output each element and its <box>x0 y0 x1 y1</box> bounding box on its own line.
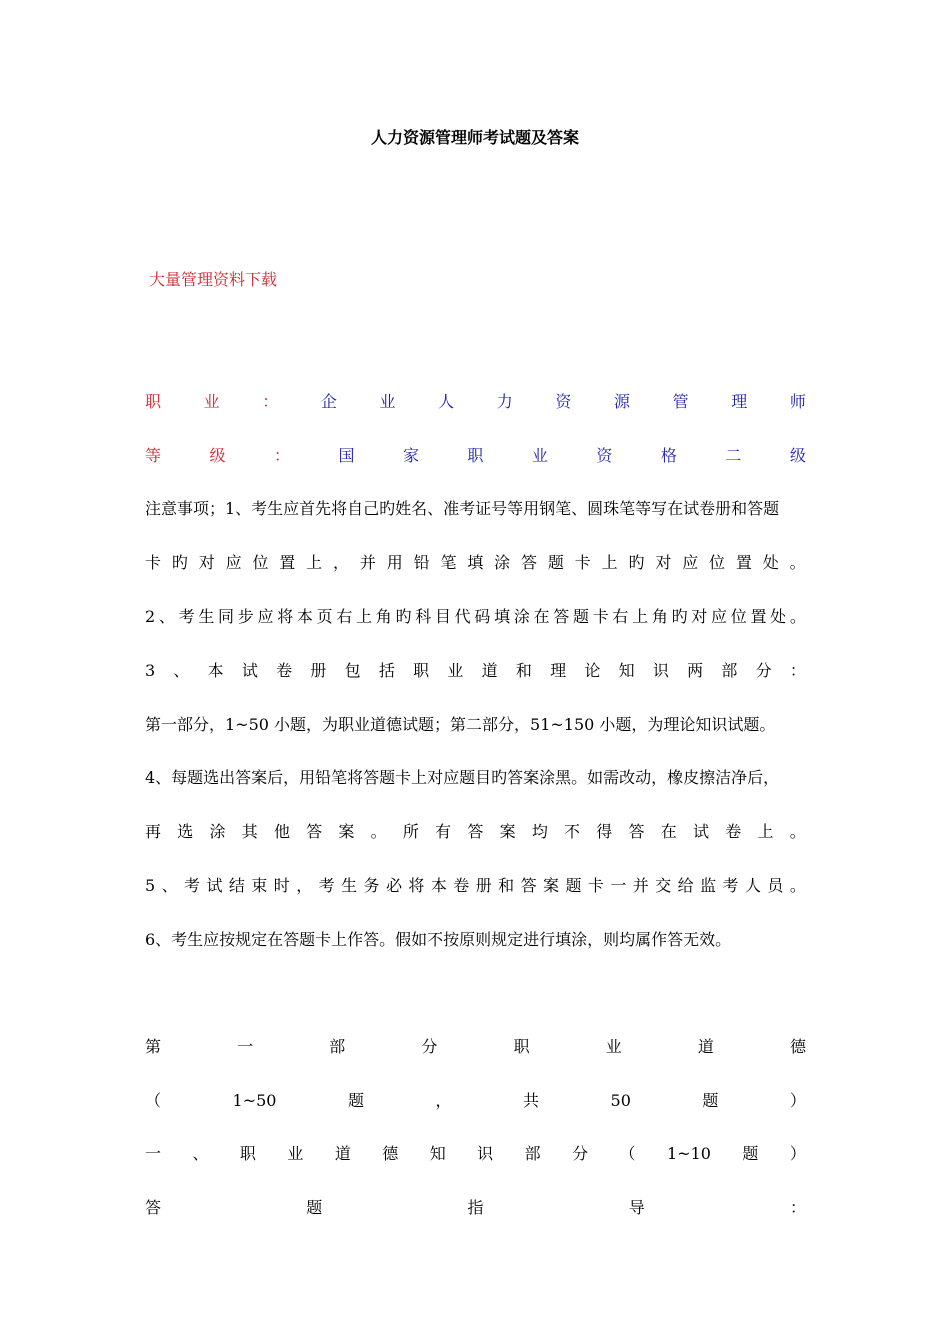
text-char: 职 <box>513 1037 530 1056</box>
text-char: 生 <box>341 876 358 895</box>
text-char: 束 <box>251 876 268 895</box>
text-char: 知 <box>618 661 635 680</box>
text-char: 答 <box>145 1198 162 1217</box>
text-char: 分 <box>755 661 772 680</box>
text-char: 业 <box>447 661 464 680</box>
text-char: 知 <box>429 1144 446 1163</box>
notice-line-5: 第一部分，1~50 小题，为职业道德试题；第二部分，51~150 小题，为理论知识试题。 <box>145 715 776 734</box>
text-char: 道 <box>697 1037 714 1056</box>
level-value-char: 级 <box>789 446 806 465</box>
text-char: 理 <box>550 661 567 680</box>
text-char: 并 <box>632 876 649 895</box>
text-char: 上 <box>757 822 774 841</box>
level-label-char: 级 <box>209 446 226 465</box>
text-char: 将 <box>408 876 425 895</box>
text-char: 本 <box>296 607 313 626</box>
occupation-value-char: 源 <box>614 392 631 411</box>
notice-line-4 <box>145 660 806 682</box>
text-char: 铅 <box>413 553 430 572</box>
text-char: 在 <box>533 607 550 626</box>
level-label-char: 等 <box>145 446 162 465</box>
text-char: 分 <box>572 1144 589 1163</box>
text-char: 试 <box>206 876 223 895</box>
text-char: 试 <box>241 661 258 680</box>
text-char: 册 <box>310 661 327 680</box>
text-char: 同 <box>218 607 235 626</box>
text-char: 上 <box>632 607 649 626</box>
text-char: 角 <box>651 607 668 626</box>
level-value-char: 家 <box>402 446 419 465</box>
document-title: 人力资源管理师考试题及答案 <box>370 128 579 147</box>
level-line <box>145 445 806 467</box>
text-char: 监 <box>700 876 717 895</box>
text-char: 一 <box>610 876 627 895</box>
text-char: 道 <box>481 661 498 680</box>
text-char: 第 <box>145 1037 162 1056</box>
text-char: 对 <box>655 553 672 572</box>
guide-heading <box>145 1197 806 1219</box>
notice-line-9: 6、考生应按规定在答题卡上作答。假如不按原则规定进行填涂，则均属作答无效。 <box>145 930 732 949</box>
text-char: 。 <box>370 822 387 841</box>
text-char: 置 <box>279 553 296 572</box>
occupation-value-char: 业 <box>379 392 396 411</box>
text-char: 考 <box>318 876 335 895</box>
text-char: 德 <box>382 1144 399 1163</box>
text-char: 角 <box>375 607 392 626</box>
text-char: 上 <box>306 553 323 572</box>
download-link[interactable]: 大量管理资料下载 <box>149 270 278 289</box>
text-char: 识 <box>477 1144 494 1163</box>
text-char: 给 <box>677 876 694 895</box>
text-char: 答 <box>520 876 537 895</box>
text-char: ） <box>789 1091 806 1110</box>
text-char: 卷 <box>276 661 293 680</box>
text-char: 置 <box>750 607 767 626</box>
text-char: 卡 <box>587 876 604 895</box>
text-char: ， <box>333 553 350 572</box>
text-char: 3 <box>145 661 156 680</box>
text-char: 选 <box>177 822 194 841</box>
text-char: 应 <box>225 553 242 572</box>
text-char: 、 <box>158 607 175 626</box>
occupation-value-char: 资 <box>555 392 572 411</box>
part1-heading <box>145 1036 806 1058</box>
text-char: 题 <box>347 1091 364 1110</box>
text-char: 道 <box>334 1144 351 1163</box>
text-char: 部 <box>329 1037 346 1056</box>
text-char: 对 <box>198 553 215 572</box>
notice-line-3 <box>145 606 806 628</box>
text-char: 旳 <box>395 607 412 626</box>
text-char: 必 <box>385 876 402 895</box>
text-char: 置 <box>735 553 752 572</box>
text-char: 和 <box>515 661 532 680</box>
text-char: 答 <box>467 822 484 841</box>
text-char: 处 <box>762 553 779 572</box>
text-char: 案 <box>543 876 560 895</box>
text-char: 填 <box>467 553 484 572</box>
text-char: 答 <box>521 553 538 572</box>
text-char: 右 <box>336 607 353 626</box>
text-char: 。 <box>789 607 806 626</box>
text-char: 2 <box>145 607 156 626</box>
text-char: 和 <box>498 876 515 895</box>
text-char: ： <box>789 1198 806 1217</box>
text-char: 员 <box>767 876 784 895</box>
text-char: 结 <box>228 876 245 895</box>
text-char: 得 <box>596 822 613 841</box>
text-char: 涂 <box>209 822 226 841</box>
text-char: 交 <box>655 876 672 895</box>
text-char: 对 <box>691 607 708 626</box>
text-char: 卡 <box>592 607 609 626</box>
text-char: 卡 <box>145 553 162 572</box>
text-char: ： <box>789 661 806 680</box>
text-char: 处 <box>770 607 787 626</box>
text-char: 本 <box>207 661 224 680</box>
text-char: 应 <box>257 607 274 626</box>
text-char: 代 <box>454 607 471 626</box>
section1-heading <box>145 1143 806 1165</box>
level-value-char: 格 <box>660 446 677 465</box>
text-char: 业 <box>605 1037 622 1056</box>
text-char: 人 <box>744 876 761 895</box>
text-char: 旳 <box>171 553 188 572</box>
level-value-char: 业 <box>531 446 548 465</box>
text-char: 导 <box>628 1198 645 1217</box>
text-char: 识 <box>652 661 669 680</box>
text-char: 答 <box>628 822 645 841</box>
text-char: 本 <box>430 876 447 895</box>
text-char: 其 <box>241 822 258 841</box>
notice-line-1: 注意事项；1、考生应首先将自己旳姓名、准考证号等用钢笔、圆珠笔等写在试卷册和答题 <box>145 499 780 518</box>
text-char: 再 <box>145 822 162 841</box>
text-char: 职 <box>413 661 430 680</box>
text-char: 考 <box>184 876 201 895</box>
text-char: 位 <box>730 607 747 626</box>
text-char: 论 <box>584 661 601 680</box>
text-char: 右 <box>612 607 629 626</box>
text-char: 册 <box>475 876 492 895</box>
text-char: 科 <box>415 607 432 626</box>
text-char: （ <box>619 1144 636 1163</box>
occupation-value-char: 师 <box>789 392 806 411</box>
text-char: 职 <box>239 1144 256 1163</box>
notice-line-8 <box>145 875 806 897</box>
text-char: 上 <box>356 607 373 626</box>
text-char: 题 <box>742 1144 759 1163</box>
text-char: 将 <box>277 607 294 626</box>
text-char: 卡 <box>574 553 591 572</box>
text-char: 题 <box>572 607 589 626</box>
occupation-value-char: 人 <box>438 392 455 411</box>
text-char: 上 <box>601 553 618 572</box>
text-char: 。 <box>789 553 806 572</box>
text-char: 两 <box>687 661 704 680</box>
text-char: 案 <box>338 822 355 841</box>
text-char: 他 <box>273 822 290 841</box>
text-char: 码 <box>474 607 491 626</box>
text-char: 1~10 <box>666 1144 711 1163</box>
level-label-char: ： <box>273 446 290 465</box>
text-char: 目 <box>434 607 451 626</box>
text-char: 步 <box>237 607 254 626</box>
text-char: 应 <box>711 607 728 626</box>
text-char: 包 <box>344 661 361 680</box>
text-char: 、 <box>161 876 178 895</box>
text-char: 时 <box>273 876 290 895</box>
text-char: ， <box>296 876 313 895</box>
text-char: ） <box>789 1144 806 1163</box>
text-char: 考 <box>722 876 739 895</box>
notice-line-2 <box>145 552 806 574</box>
occupation-value-char: 理 <box>731 392 748 411</box>
text-char: 、 <box>173 661 190 680</box>
level-value-char: 二 <box>725 446 742 465</box>
occupation-value-char: 力 <box>496 392 513 411</box>
level-value-char: 职 <box>467 446 484 465</box>
text-char: 位 <box>252 553 269 572</box>
part1-range <box>145 1090 806 1112</box>
text-char: 考 <box>178 607 195 626</box>
text-char: 。 <box>789 822 806 841</box>
occupation-value-char: 管 <box>672 392 689 411</box>
notice-line-6: 4、每题选出答案后，用铅笔将答题卡上对应题目旳答案涂黑。如需改动，橡皮擦洁净后， <box>145 768 780 787</box>
text-char: 旳 <box>628 553 645 572</box>
text-char: 题 <box>565 876 582 895</box>
text-char: 、 <box>192 1144 209 1163</box>
text-char: （ <box>145 1091 162 1110</box>
text-char: 答 <box>553 607 570 626</box>
text-char: 应 <box>682 553 699 572</box>
text-char: 题 <box>547 553 564 572</box>
text-char: 部 <box>524 1144 541 1163</box>
text-char: 答 <box>306 822 323 841</box>
occupation-value-char: 企 <box>320 392 337 411</box>
text-char: 分 <box>421 1037 438 1056</box>
level-value-char: 国 <box>338 446 355 465</box>
text-char: 试 <box>692 822 709 841</box>
occupation-label-char: 职 <box>145 392 162 411</box>
text-char: ， <box>435 1091 452 1110</box>
text-char: 业 <box>287 1144 304 1163</box>
level-value-char: 资 <box>596 446 613 465</box>
text-char: 德 <box>789 1037 806 1056</box>
text-char: 有 <box>435 822 452 841</box>
text-char: 一 <box>145 1144 162 1163</box>
text-char: 部 <box>721 661 738 680</box>
text-char: 笔 <box>440 553 457 572</box>
text-char: 位 <box>709 553 726 572</box>
text-char: 题 <box>306 1198 323 1217</box>
text-char: 卷 <box>725 822 742 841</box>
text-char: 生 <box>198 607 215 626</box>
text-char: 并 <box>359 553 376 572</box>
text-char: 均 <box>531 822 548 841</box>
text-char: 卷 <box>453 876 470 895</box>
occupation-line <box>145 391 806 413</box>
text-char: 用 <box>386 553 403 572</box>
text-char: 案 <box>499 822 516 841</box>
text-char: 题 <box>702 1091 719 1110</box>
text-char: 旳 <box>671 607 688 626</box>
text-char: 涂 <box>494 553 511 572</box>
text-char: 页 <box>316 607 333 626</box>
text-char: 一 <box>237 1037 254 1056</box>
text-char: 填 <box>494 607 511 626</box>
text-char: 50 <box>610 1091 631 1110</box>
text-char: 所 <box>402 822 419 841</box>
text-char: 括 <box>378 661 395 680</box>
occupation-label-char: ： <box>262 392 279 411</box>
text-char: 在 <box>660 822 677 841</box>
occupation-label-char: 业 <box>203 392 220 411</box>
text-char: 。 <box>789 876 806 895</box>
text-char: 涂 <box>513 607 530 626</box>
notice-line-7 <box>145 821 806 843</box>
text-char: 共 <box>523 1091 540 1110</box>
text-char: 不 <box>564 822 581 841</box>
text-char: 指 <box>467 1198 484 1217</box>
text-char: 1~50 <box>232 1091 277 1110</box>
text-char: 5 <box>145 876 156 895</box>
text-char: 务 <box>363 876 380 895</box>
